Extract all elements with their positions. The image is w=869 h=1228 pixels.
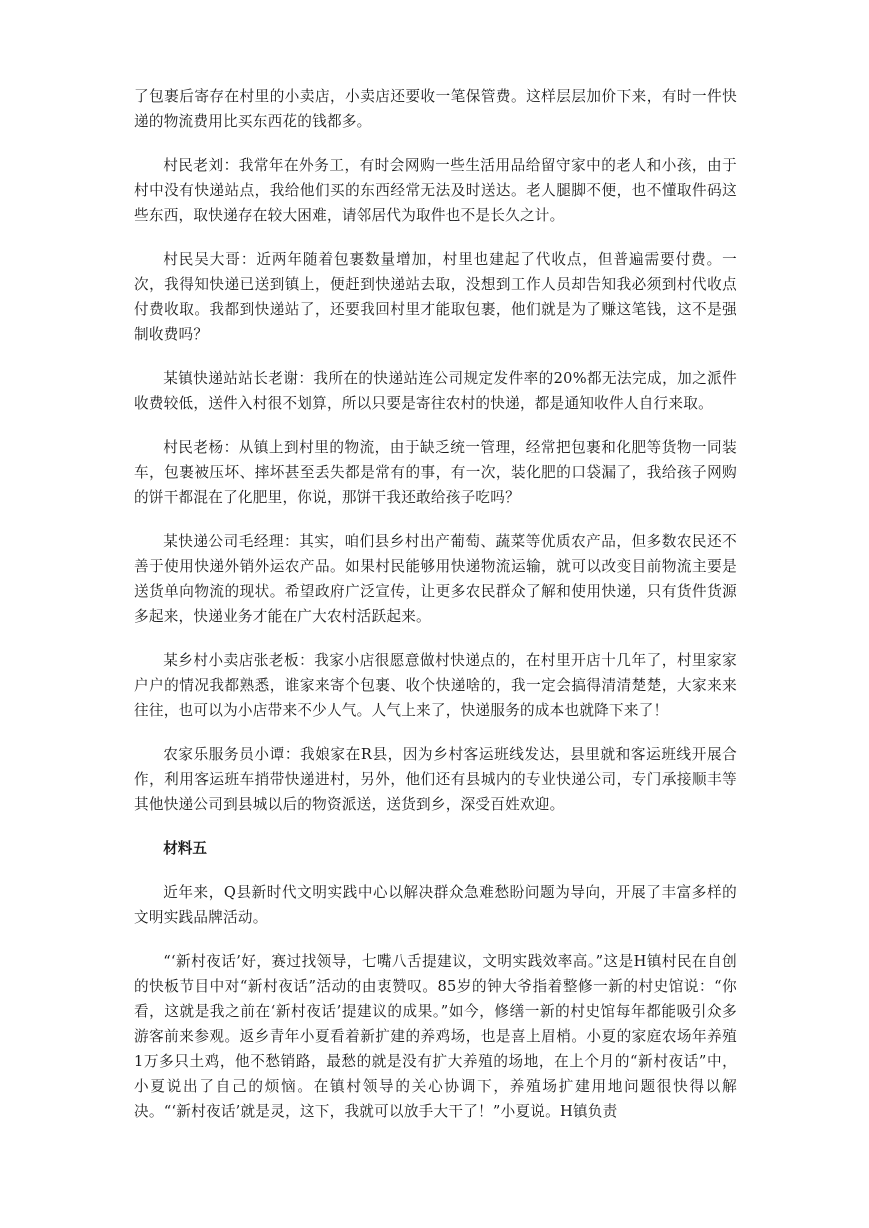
paragraph-continuation: 了包裹后寄存在村里的小卖店，小卖店还要收一笔保管费。这样层层加价下来，有时一件快递的物流费用比买东西花的钱都多。 bbox=[134, 88, 737, 130]
paragraph-villager-liu: 村民老刘：我常年在外务工，有时会网购一些生活用品给留守家中的老人和小孩，由于村中没有快递站点，我给他们买的东西经常无法及时送达。老人腿脚不便，也不懂取件码这些东西，取快递存在较大困难，请邻居代为取件也不是长久之计。 bbox=[134, 157, 737, 224]
paragraph-new-village-night-talk: “‘新村夜话’好，赛过找领导，七嘴八舌提建议，文明实践效率高。”这是H镇村民在自创的快板节目中对“新村夜话”活动的由衷赞叹。85岁的钟大爷指着整修一新的村史馆说：“你看，这就是我之前在‘新村夜话’提建议的成果。”如今，修缮一新的村史馆每年都能吸引众多游客前来参观。返乡青年小夏看着新扩建的养鸡场，也是喜上眉梢。小夏的家庭农场年养殖1万多只土鸡，他不愁销路，最愁的就是没有扩大养殖的场地，在上个月的“新村夜话”中，小夏说出了自己的烦恼。在镇村领导的关心协调下，养殖场扩建用地问题很快得以解决。“‘新村夜话’就是灵，这下，我就可以放手大干了！”小夏说。H镇负责 bbox=[134, 953, 737, 1120]
section-heading: 材料五 bbox=[163, 840, 207, 857]
paragraph-section-intro: 近年来，Q县新时代文明实践中心以解决群众急难愁盼问题为导向，开展了丰富多样的文明实践品牌活动。 bbox=[134, 884, 737, 926]
paragraph-manager-mao: 某快递公司毛经理：其实，咱们县乡村出产葡萄、蔬菜等优质农产品，但多数农民还不善于使用快递外销外运农产品。如果村民能够用快递物流运输，就可以改变目前物流主要是送货单向物流的现状。希望政府广泛宣传，让更多农民群众了解和使用快递，只有货件货源多起来，快递业务才能在广大农村活跃起来。 bbox=[134, 533, 737, 625]
paragraph-station-manager-xie: 某镇快递站站长老谢：我所在的快递站连公司规定发件率的20%都无法完成，加之派件收费较低，送件入村很不划算，所以只要是寄往农村的快递，都是通知收件人自行来取。 bbox=[134, 370, 737, 412]
paragraph-villager-wu: 村民吴大哥：近两年随着包裹数量增加，村里也建起了代收点，但普遍需要付费。一次，我得知快递已送到镇上，便赶到快递站去取，没想到工作人员却告知我必须到村代收点付费收取。我都到快递站了，还要我回村里才能取包裹，他们就是为了赚这笔钱，这不是强制收费吗？ bbox=[134, 251, 737, 343]
paragraph-shop-owner-zhang: 某乡村小卖店张老板：我家小店很愿意做村快递点的，在村里开店十几年了，村里家家户户的情况我都熟悉，谁家来寄个包裹、收个快递啥的，我一定会搞得清清楚楚，大家来来往往，也可以为小店带来不少人气。人气上来了，快递服务的成本也就降下来了！ bbox=[134, 652, 737, 719]
paragraph-villager-yang: 村民老杨：从镇上到村里的物流，由于缺乏统一管理，经常把包裹和化肥等货物一同装车，包裹被压坏、摔坏甚至丢失都是常有的事，有一次，装化肥的口袋漏了，我给孩子网购的饼干都混在了化肥里，你说，那饼干我还敢给孩子吃吗？ bbox=[134, 439, 737, 506]
paragraph-waiter-tan: 农家乐服务员小谭：我娘家在R县，因为乡村客运班线发达，县里就和客运班线开展合作，利用客运班车捎带快递进村，另外，他们还有县城内的专业快递公司，专门承接顺丰等其他快递公司到县城以后的物资派送，送货到乡，深受百姓欢迎。 bbox=[134, 746, 737, 813]
